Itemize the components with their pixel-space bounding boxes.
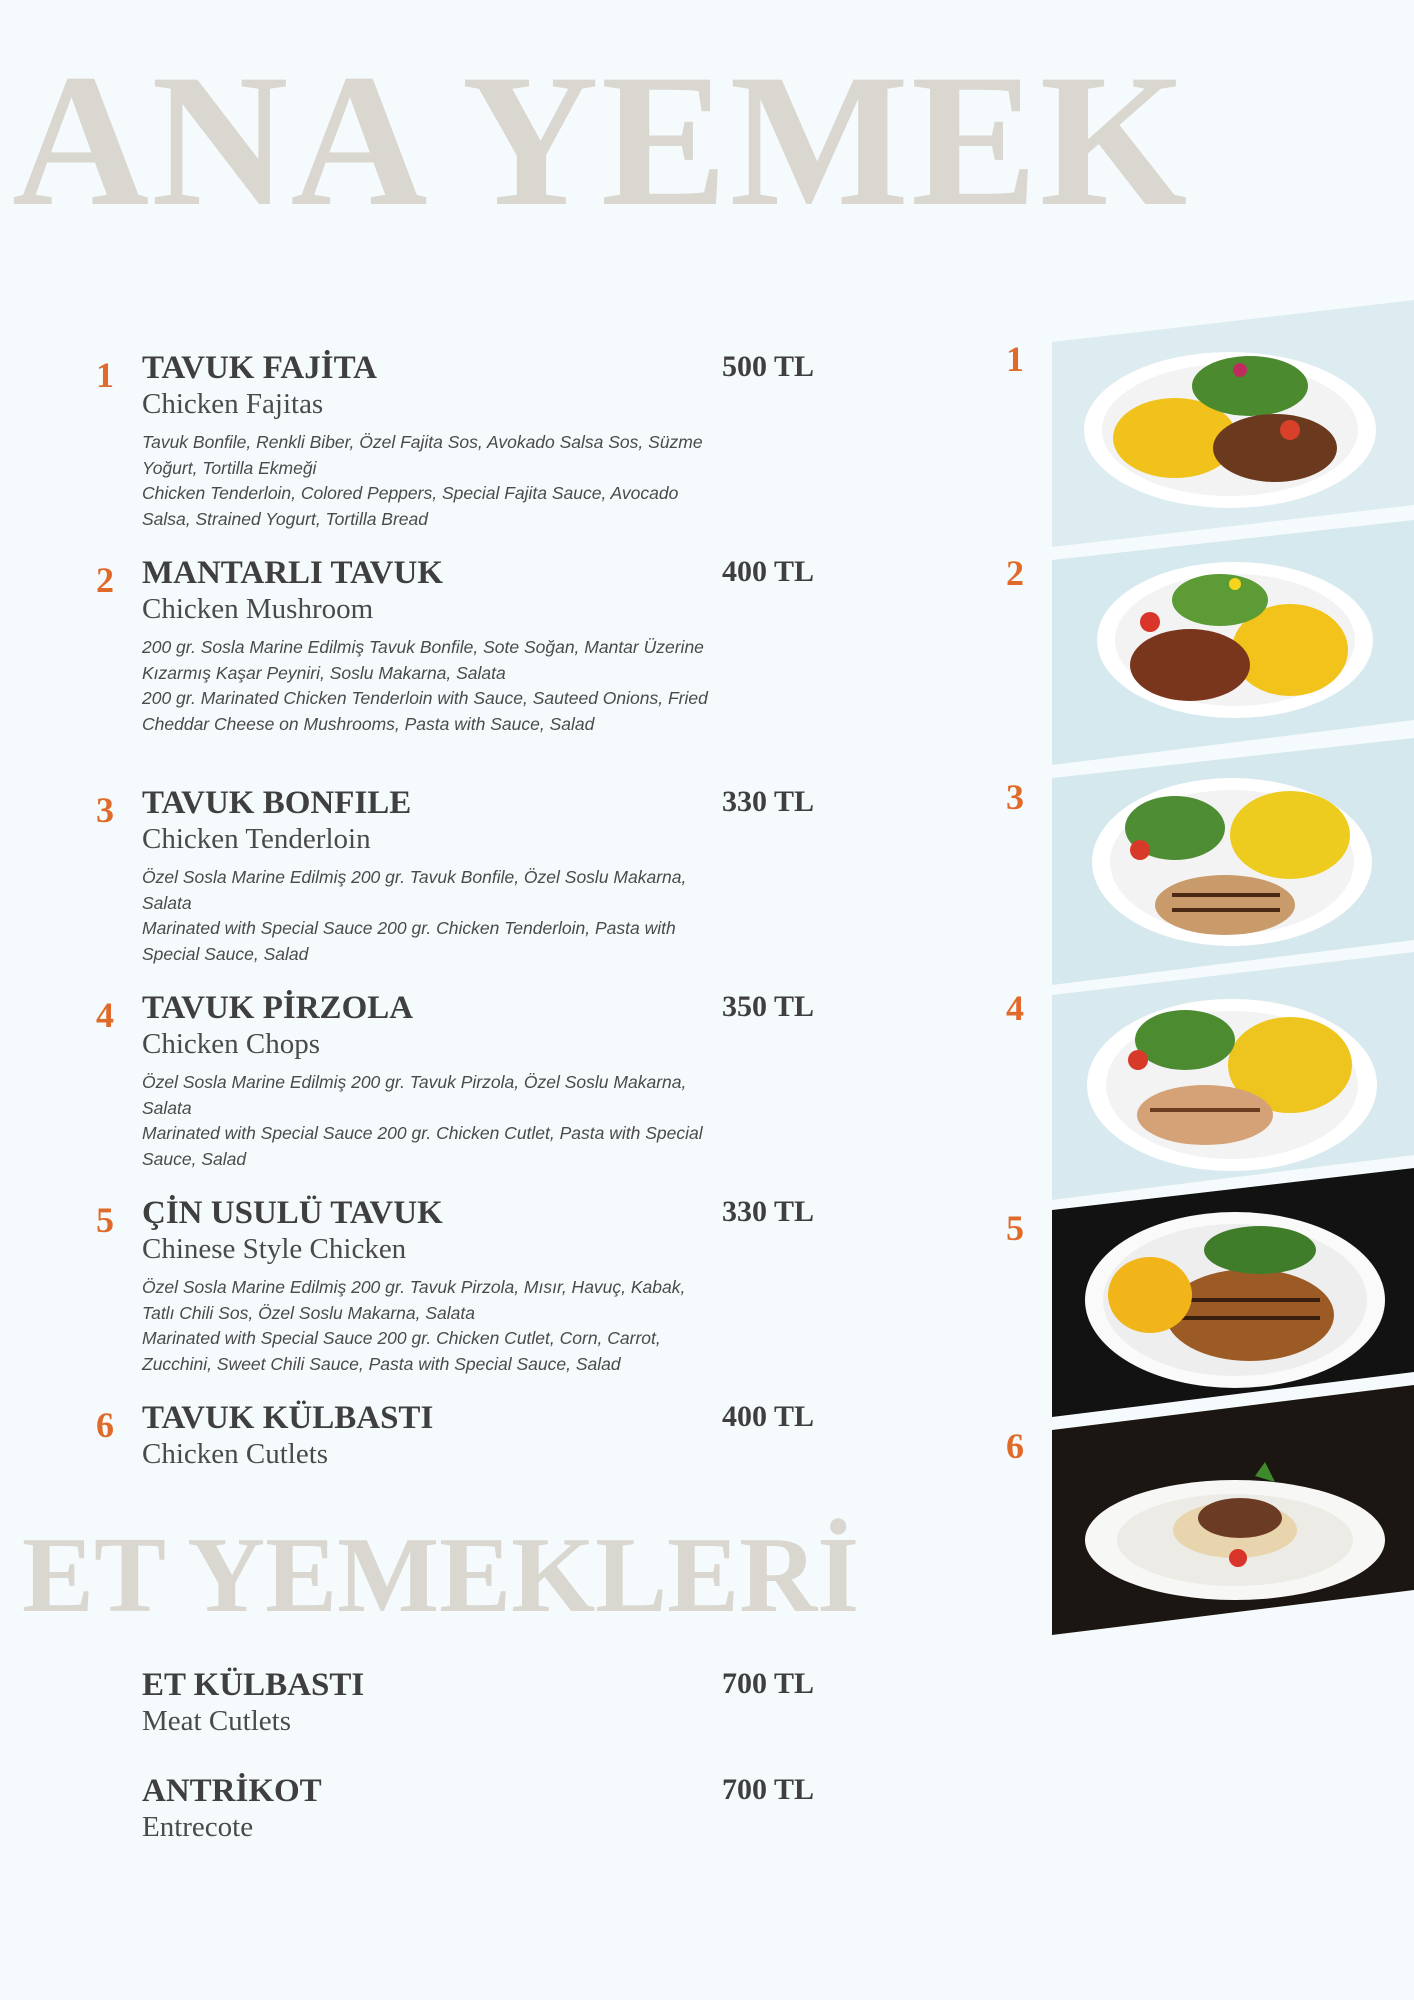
item-price: 350 TL: [722, 990, 814, 1023]
photo-number: 1: [1006, 339, 1024, 379]
photo-number: 4: [1006, 988, 1024, 1028]
item-description-tr: Tavuk Bonfile, Renkli Biber, Özel Fajita Sos, Avokado Salsa Sos, Süzme Yoğurt, Tortilla Ekmeği: [142, 432, 703, 478]
item-number: 4: [96, 995, 114, 1035]
item-price: 400 TL: [722, 1400, 814, 1433]
item-description-en: Marinated with Special Sauce 200 gr. Chicken Tenderloin, Pasta with Special Sauce, Salad: [142, 918, 676, 964]
dish-photo-5: [1052, 1168, 1414, 1417]
dish-photo-3: [1052, 738, 1414, 985]
photo-number: 2: [1006, 553, 1024, 593]
item-english-name: Entrecote: [142, 1811, 254, 1843]
item-number: 2: [96, 560, 114, 600]
dish-photo-4: [1052, 952, 1414, 1200]
item-name: TAVUK FAJİTA: [142, 350, 377, 386]
item-english-name: Chinese Style Chicken: [142, 1233, 407, 1265]
item-name: ÇİN USULÜ TAVUK: [142, 1195, 443, 1231]
item-name: TAVUK PİRZOLA: [142, 990, 414, 1026]
item-description-tr: Özel Sosla Marine Edilmiş 200 gr. Tavuk Pirzola, Özel Soslu Makarna, Salata: [142, 1072, 687, 1118]
food-photo-strip: [1040, 295, 1414, 1640]
item-description-en: Marinated with Special Sauce 200 gr. Chicken Cutlet, Pasta with Special Sauce, Salad: [142, 1123, 703, 1169]
item-english-name: Meat Cutlets: [142, 1705, 292, 1737]
item-price: 500 TL: [722, 350, 814, 383]
item-description: [142, 1070, 722, 1172]
item-name: TAVUK KÜLBASTI: [142, 1400, 434, 1436]
item-price: 330 TL: [722, 785, 814, 818]
item-description-tr: Özel Sosla Marine Edilmiş 200 gr. Tavuk Bonfile, Özel Soslu Makarna, Salata: [142, 867, 687, 913]
item-description-en: 200 gr. Marinated Chicken Tenderloin with Sauce, Sauteed Onions, Fried Cheddar Cheese on Mushrooms, Pasta with Sauce, Salad: [142, 688, 708, 734]
item-number: 6: [96, 1405, 114, 1445]
photo-number: 5: [1006, 1208, 1024, 1248]
item-price: 330 TL: [722, 1195, 814, 1228]
dish-photo-1: [1052, 300, 1414, 547]
item-number: 5: [96, 1200, 114, 1240]
item-english-name: Chicken Tenderloin: [142, 823, 371, 855]
item-name: MANTARLI TAVUK: [142, 555, 444, 591]
item-english-name: Chicken Chops: [142, 1028, 321, 1060]
item-number: 3: [96, 790, 114, 830]
item-description-tr: Özel Sosla Marine Edilmiş 200 gr. Tavuk Pirzola, Mısır, Havuç, Kabak, Tatlı Chili Sos, Özel Soslu Makarna, Salata: [142, 1277, 686, 1323]
item-description-tr: 200 gr. Sosla Marine Edilmiş Tavuk Bonfile, Sote Soğan, Mantar Üzerine Kızarmış Kaşar Peyniri, Soslu Makarna, Salata: [142, 637, 704, 683]
photo-number: 6: [1006, 1426, 1024, 1466]
item-description-en: Chicken Tenderloin, Colored Peppers, Special Fajita Sauce, Avocado Salsa, Strained Yogurt, Tortilla Bread: [142, 483, 679, 529]
dish-photo-2: [1052, 520, 1414, 765]
meat-dishes-title: ET YEMEKLERİ: [22, 1516, 860, 1635]
item-price: 700 TL: [722, 1667, 814, 1700]
photo-number: 3: [1006, 777, 1024, 817]
item-english-name: Chicken Mushroom: [142, 593, 374, 625]
item-name: ANTRİKOT: [142, 1773, 322, 1809]
item-english-name: Chicken Cutlets: [142, 1438, 329, 1470]
item-description: [142, 1275, 722, 1377]
item-price: 700 TL: [722, 1773, 814, 1806]
item-description: [142, 865, 722, 967]
item-description: [142, 635, 722, 737]
item-description: [142, 430, 722, 532]
item-english-name: Chicken Fajitas: [142, 388, 324, 420]
item-number: 1: [96, 355, 114, 395]
item-name: ET KÜLBASTI: [142, 1667, 365, 1703]
item-description-en: Marinated with Special Sauce 200 gr. Chicken Cutlet, Corn, Carrot, Zucchini, Sweet Chili Sauce, Pasta with Special Sauce, Salad: [142, 1328, 661, 1374]
dish-photo-6: [1052, 1385, 1414, 1635]
main-course-title: ANA YEMEK: [12, 36, 1190, 246]
item-price: 400 TL: [722, 555, 814, 588]
item-name: TAVUK BONFILE: [142, 785, 412, 821]
